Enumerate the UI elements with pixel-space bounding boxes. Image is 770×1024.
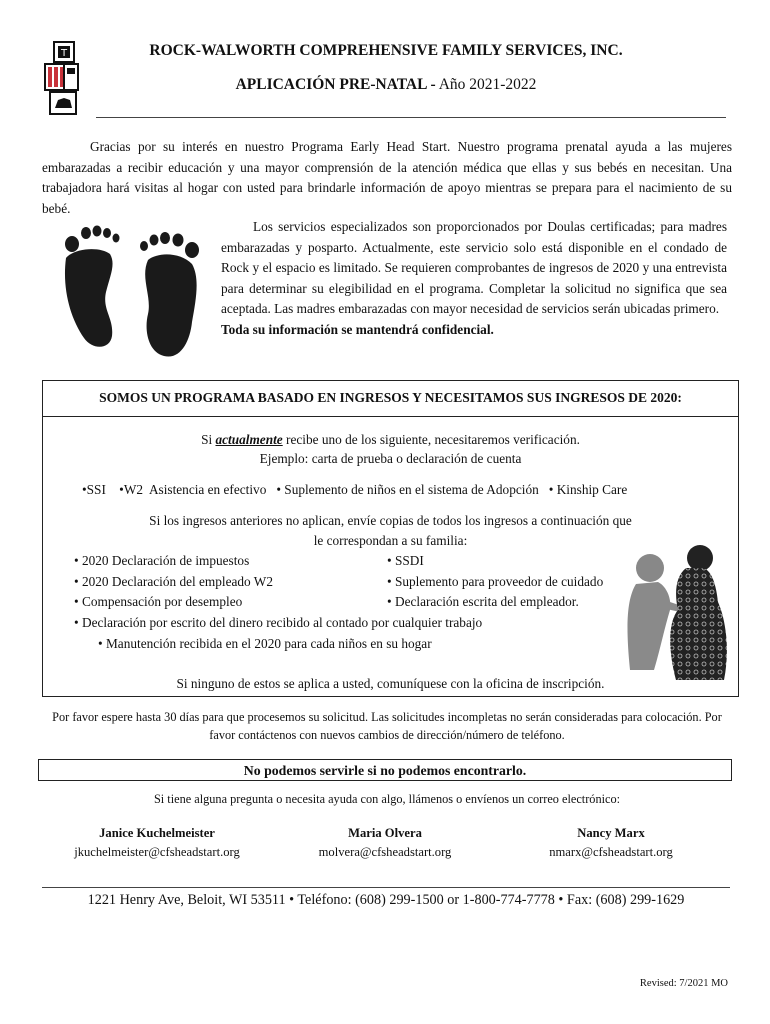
contact-card bbox=[496, 826, 726, 860]
cannot-serve-banner: No podemos servirle si no podemos encontrarlo. bbox=[38, 759, 732, 781]
income-item: • Declaración escrita del empleador. bbox=[387, 594, 579, 609]
processing-notice: Por favor espere hasta 30 días para que procesemos su solicitud. Las solicitudes incompletas no serán consideradas para colocación. Por favor contáctenos con nuevos cambios de dirección/número de teléfono. bbox=[52, 710, 722, 742]
toy-blocks-logo bbox=[42, 40, 86, 116]
income-item: • SSDI bbox=[387, 553, 424, 568]
contact-card bbox=[42, 826, 272, 860]
income-box-divider bbox=[42, 416, 739, 417]
currently-receive-line bbox=[42, 430, 739, 451]
contact-name: Janice Kuchelmeister bbox=[99, 826, 215, 840]
footer-divider bbox=[42, 887, 730, 888]
income-item: • Manutención recibida en el 2020 para cada niños en su hogar bbox=[98, 636, 432, 651]
income-item: • 2020 Declaración del empleado W2 bbox=[74, 574, 273, 589]
mother-child-image bbox=[612, 540, 732, 690]
organization-title: ROCK-WALWORTH COMPREHENSIVE FAMILY SERVICES, INC. bbox=[149, 42, 623, 59]
address-line: 1221 Henry Ave, Beloit, WI 53511 • Teléfono: (608) 299-1500 or 1-800-774-7778 • Fax: (608) 299-1629 bbox=[87, 892, 685, 908]
income-item: • Declaración por escrito del dinero recibido al contado por cualquier trabajo bbox=[74, 615, 483, 630]
application-year: Año 2021-2022 bbox=[438, 76, 537, 93]
not-apply-line-1: Si los ingresos anteriores no aplican, envíe copias de todos los ingresos a continuación que bbox=[149, 513, 632, 528]
contact-email[interactable]: jkuchelmeister@cfsheadstart.org bbox=[74, 845, 240, 859]
confidential-notice: Toda su información se mantendrá confidencial. bbox=[221, 321, 494, 337]
not-apply-line-2: le correspondan a su familia: bbox=[313, 533, 468, 548]
income-item: • Compensación por desempleo bbox=[74, 594, 243, 609]
contact-name: Nancy Marx bbox=[577, 826, 645, 840]
none-apply-line: Si ninguno de estos se aplica a usted, comuníquese con la oficina de inscripción. bbox=[176, 676, 605, 691]
intro-paragraph: Gracias por su interés en nuestro Programa Early Head Start. Nuestro programa prenatal ayuda a las mujeres embarazadas a recibir educación y una mayor comprensión de la atención médica que ellas y sus bebés en necesitan. Una trabajadora hará visitas al hogar con usted para brindarle información de apoyo mientras se prepara para el nacimiento de su bebé. bbox=[42, 139, 732, 216]
benefits-list: •SSI •W2 Asistencia en efectivo • Suplemento de niños en el sistema de Adopción • Kinship Care bbox=[82, 482, 628, 497]
contact-email[interactable]: nmarx@cfsheadstart.org bbox=[549, 845, 673, 859]
income-box-title: SOMOS UN PROGRAMA BASADO EN INGRESOS Y NECESITAMOS SUS INGRESOS DE 2020: bbox=[99, 390, 682, 405]
income-item: • Suplemento para proveedor de cuidado bbox=[387, 574, 604, 589]
revision-note: Revised: 7/2021 MO bbox=[639, 978, 728, 989]
header-divider bbox=[96, 117, 726, 118]
questions-line: Si tiene alguna pregunta o necesita ayuda con algo, llámenos o envíenos un correo electrónico: bbox=[153, 792, 621, 806]
contact-name: Maria Olvera bbox=[348, 826, 422, 840]
if-prefix: Si bbox=[201, 432, 213, 447]
application-label: APLICACIÓN PRE-NATAL - bbox=[235, 76, 436, 93]
currently-emphasis: actualmente bbox=[215, 432, 283, 447]
svg-text:T: T bbox=[60, 48, 68, 59]
example-line: Ejemplo: carta de prueba o declaración de cuenta bbox=[259, 451, 522, 466]
services-paragraph bbox=[221, 217, 727, 340]
services-text: Los servicios especializados son proporcionados por Doulas certificadas; para madres embarazadas y posparto. Actualmente, este servicio solo está disponible en el condado de Rock y el espacio es limitado. Se requieren comprobantes de ingresos de 2020 y una entrevista para determinar su elegibilidad en el programa. Completar la solicitud no significa que sea aceptada. Las madres embarazadas con mayor necesidad de servicios serán ubicadas primero. bbox=[221, 219, 727, 316]
application-title bbox=[96, 76, 676, 94]
contact-email[interactable]: molvera@cfsheadstart.org bbox=[318, 845, 452, 859]
baby-footprints-image bbox=[40, 218, 218, 368]
contact-card bbox=[270, 826, 500, 860]
if-suffix: recibe uno de los siguiente, necesitaremos verificación. bbox=[286, 432, 580, 447]
income-item: • 2020 Declaración de impuestos bbox=[74, 553, 250, 568]
